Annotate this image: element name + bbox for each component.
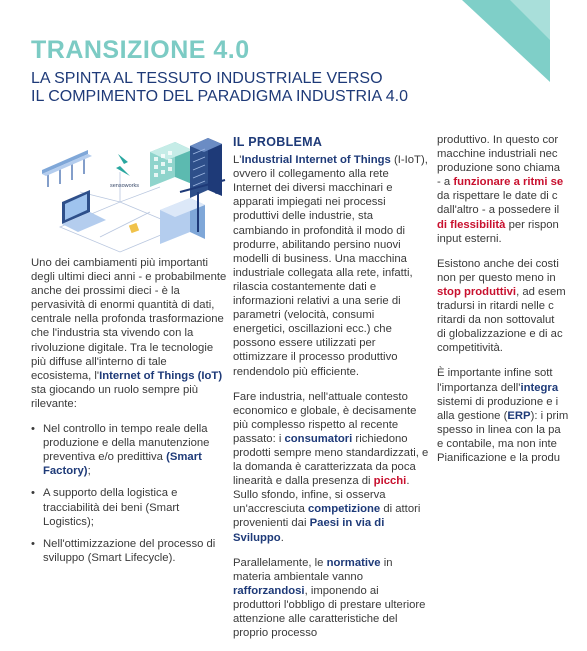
text: . Sullo sfondo, infine, si osserva un'accresciuta (233, 475, 410, 516)
text: . (280, 531, 284, 544)
line: input esterni. (437, 232, 502, 245)
text: Fare industria, nell'attuale contesto economico e globale, è decisamente più complesso rispetto al recente passato: i (233, 390, 417, 445)
line: competitività. (437, 342, 503, 355)
bridge-icon (42, 150, 92, 187)
text: , imponendo ai produttori l'obbligo di prestare ulteriore attenzione alle caratteristiche del proprio processo (233, 584, 426, 640)
highlight-term: picchi (373, 475, 407, 488)
highlight-term: stop produttivi (437, 285, 517, 298)
highlight-term: integra (520, 381, 559, 394)
building-icon (150, 142, 192, 187)
text: l'importanza dell' (437, 381, 521, 394)
text: (I-IoT), ovvero il collegamento alla rete Internet dei diversi macchinari e apparati impiegati nei processi produttivi delle industrie, sta cambiando in profondità il modo di produrre, abilitando persino nuovi modelli di business. Una macchina industriale collegata alla rete, infatti, rilascia costantemente dati e informazioni relativi a una serie di parametri (velocità, consumi energetici, oscillazioni ecc.) che possono essere utilizzati per ottimizzare il processo produttivo rendendolo più efficiente. (233, 154, 428, 378)
text: richiedono prodotti sempre meno standardizzati, e la domanda è caratterizzata da poca linearità e dalla presenza di (233, 432, 429, 488)
text: per rispon (505, 218, 559, 231)
corner-decoration-light (510, 0, 550, 40)
line (437, 175, 587, 189)
text: ): i prim (530, 409, 569, 422)
list-item (31, 422, 227, 478)
sensoworks-brand-text: sensoworks (110, 183, 140, 189)
sensoworks-logo-icon (110, 154, 139, 189)
bullet-text: Nel controllo in tempo reale della produzione e della manutenzione preventiva e/o predittiva (43, 423, 210, 464)
text: Parallelamente, le (233, 556, 327, 569)
paragraph (233, 390, 429, 545)
section-heading: IL PROBLEMA (233, 135, 323, 149)
line: di globalizzazione e di ac (437, 328, 563, 341)
line: È importante infine sott (437, 367, 553, 380)
text: , ad esem (516, 285, 566, 298)
line: macchine industriali nec (437, 148, 558, 161)
text: - a (437, 176, 454, 189)
highlight-term: normative (326, 556, 381, 569)
line (437, 285, 587, 299)
line: e contabile, ma non inte (437, 437, 557, 450)
line: non per questo meno in (437, 271, 556, 284)
page-subtitle (31, 70, 408, 106)
iot-uses-list (31, 422, 227, 565)
highlight-term: funzionare a ritmi se (453, 176, 564, 189)
highlight-term: competizione (308, 503, 381, 516)
data-block-icon (129, 223, 139, 233)
text: di attori provenienti dai (233, 503, 421, 530)
line: Esistono anche dei costi (437, 257, 559, 270)
iot-term: Internet of Things (IoT) (99, 369, 223, 382)
highlight-term: di flessibilità (437, 218, 506, 231)
intro-column (31, 256, 227, 573)
continuation-column (437, 133, 587, 465)
text: L' (233, 154, 242, 167)
subtitle-line-2: IL COMPIMENTO DEL PARADIGMA INDUSTRIA 4.0 (31, 88, 408, 105)
line (437, 381, 587, 395)
line: ritardi da non sottovalut (437, 314, 555, 327)
highlight-term: ERP (507, 409, 531, 422)
line: produttivo. In questo cor (437, 134, 559, 146)
paragraph (233, 556, 429, 641)
line: sistemi di produzione e i (437, 395, 559, 408)
line: da rispettare le date di c (437, 190, 558, 203)
problem-column (233, 135, 429, 651)
line: produzione sono chiama (437, 162, 561, 175)
text: alla gestione ( (437, 409, 508, 422)
line: tradursi in ritardi nelle c (437, 300, 554, 313)
line: spesso in linea con la pa (437, 423, 561, 436)
intro-paragraph (31, 256, 227, 411)
subtitle-line-1: LA SPINTA AL TESSUTO INDUSTRIALE VERSO (31, 70, 383, 87)
highlight-term: rafforzandosi (233, 584, 305, 597)
line (437, 409, 587, 423)
iiot-term: Industrial Internet of Things (241, 154, 391, 167)
smart-factory-term: (Smart Factory) (43, 451, 202, 478)
line (437, 218, 587, 232)
text: in materia ambientale vanno (233, 556, 393, 583)
paragraph (233, 153, 429, 379)
bullet-end: ; (87, 465, 91, 478)
intro-text-end: sta giocando un ruolo sempre più rilevante: (31, 383, 199, 410)
highlight-term: consumatori (284, 432, 353, 445)
industry-illustration (40, 132, 230, 257)
highlight-term: Paesi in via di Sviluppo (233, 517, 385, 544)
list-item: • A supporto della logistica e tracciabilità dei beni (Smart Logistics); (31, 486, 227, 528)
line: dall'altro - a possedere il (437, 204, 560, 217)
page-title: TRANSIZIONE 4.0 (31, 36, 250, 64)
intro-text: Uno dei cambiamenti più importanti degli ultimi dieci anni - e probabilmente anche dei prossimi dieci - è la pervasività di enormi quantità di dati, centrale nella profonda trasformazione che l'industria sta vivendo con la rivoluzione digitale. Tra le tecnologie più diffuse all'interno di tale ecosistema, l' (31, 257, 227, 382)
list-item: • Nell'ottimizzazione del processo di sviluppo (Smart Lifecycle). (31, 537, 227, 565)
line: Pianificazione e la produ (437, 451, 561, 464)
